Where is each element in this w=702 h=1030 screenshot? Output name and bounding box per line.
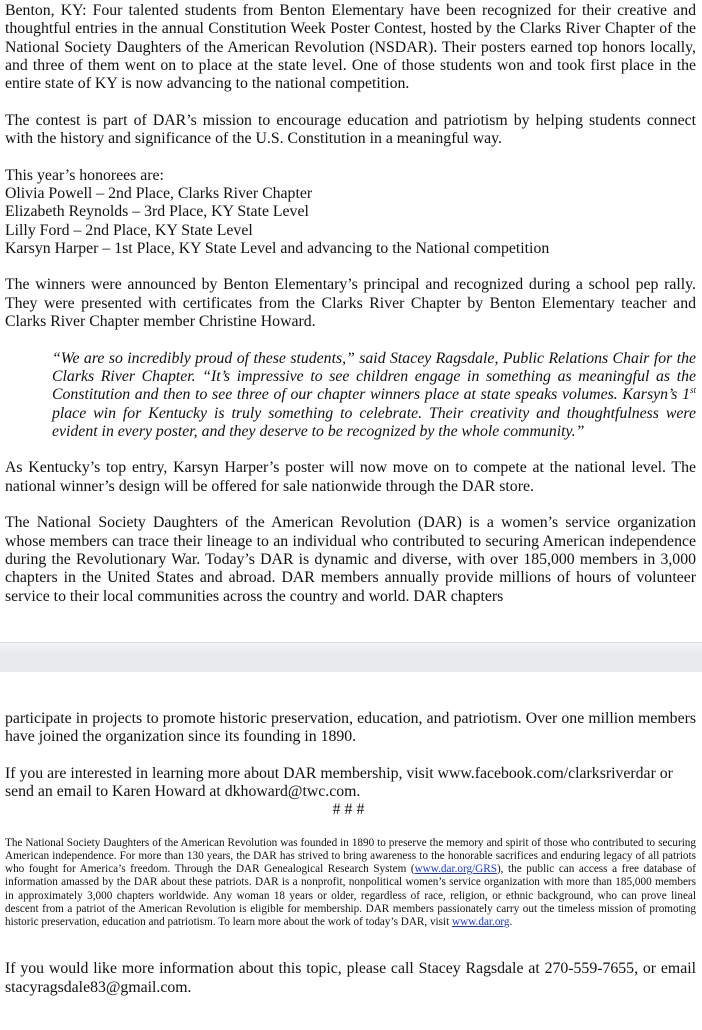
document-page-2 [0, 672, 702, 1030]
about-dar-paragraph: The National Society Daughters of the American Revolution (DAR) is a women’s service organization whose members can trace their lineage to an individual who contributed to securing American independence during the Revolutionary War. Today’s DAR is dynamic and diverse, with over 185,000 members in 3,000 chapters in the United States and abroad. DAR members annually provide millions of hours of volunteer service to their local communities across the country and world. DAR chapters [5, 514, 696, 605]
grs-link[interactable]: www.dar.org/GRS [414, 863, 497, 876]
dar-website-link[interactable]: www.dar.org [452, 916, 510, 928]
quote-superscript: st [689, 385, 696, 396]
boilerplate-text: The National Society Daughters of the American Revolution was founded in 1890 to preserve the memory and spirit of those who contributed to securing American independence. For more than 130 years, the DAR has strived to bring awareness to the honorable sacrifices and enduring legacy of all patriots who fought for America’s freedom. Through the DAR Genealogical Research System ( [5, 836, 696, 876]
quote-text-part1: “We are so incredibly proud of these students,” said Stacey Ragsdale, Public Relations Chair for the Clarks River Chapter. “It’s impressive to see children engage in something as meaningful as the Constitution and then to see three of our chapter winners place at state speaks volumes. Karsyn’s 1 [52, 349, 696, 404]
contact-line: send an email to Karen Howard at dkhoward@twc.com. [5, 783, 361, 801]
boilerplate-text: . [509, 916, 513, 928]
mission-paragraph: The contest is part of DAR’s mission to encourage education and patriotism by helping students connect with the history and significance of the U.S. Constitution in a meaningful way. [5, 111, 696, 148]
page-separator [0, 642, 702, 674]
about-dar-continued: participate in projects to promote historic preservation, education, and patriotism. Over one million members have joined the organization since its founding in 1890. [5, 710, 696, 746]
boilerplate-paragraph [0, 837, 702, 929]
winners-paragraph: The winners were announced by Benton Elementary’s principal and recognized during a school pep rally. They were presented with certificates from the Clarks River Chapter by Benton Elementary teacher and Clarks River Chapter member Christine Howard. [5, 276, 696, 331]
quote-text-part2: place win for Kentucky is truly something to celebrate. Their creativity and thoughtfulness were evident in every poster, and they deserve to be recognized by the whole community.” [52, 404, 696, 440]
quote-paragraph [0, 350, 702, 441]
honoree-item: Elizabeth Reynolds – 3rd Place, KY State Level [5, 203, 309, 221]
honoree-item: Olivia Powell – 2nd Place, Clarks River Chapter [5, 184, 313, 202]
contact-line: If you are interested in learning more about DAR membership, visit www.facebook.com/clarksriverdar or [5, 764, 673, 782]
honorees-heading: This year’s honorees are: [5, 166, 164, 184]
honorees-list [5, 167, 696, 258]
national-paragraph: As Kentucky’s top entry, Karsyn Harper’s poster will now move on to compete at the national level. The national winner’s design will be offered for sale nationwide through the DAR store. [5, 459, 696, 495]
intro-paragraph: Benton, KY: Four talented students from Benton Elementary have been recognized for their creative and thoughtful entries in the annual Constitution Week Poster Contest, hosted by the Clarks River Chapter of the National Society Daughters of the American Revolution (NSDAR). Their posters earned top honors locally, and three of them went on to place at the state level. One of those students won and took first place in the entire state of KY is now advancing to the national competition. [5, 2, 696, 93]
honoree-item: Karsyn Harper – 1st Place, KY State Level and advancing to the National competition [5, 239, 550, 257]
contact-paragraph [5, 765, 696, 802]
boilerplate-text: ), the public can access a free database of information amassed by the DAR about these patriots. DAR is a nonprofit, nonpolitical women’s service organization with more than 185,000 members in approximately 3,000 chapters worldwide. Any woman 18 years or older, regardless of race, religion, or ethnic background, who can prove lineal descent from a patriot of the American Revolution is eligible for membership. DAR members passionately carry out the timeless mission of promoting historic preservation, education and patriotism. To learn more about the work of today’s DAR, visit [5, 863, 696, 928]
honoree-item: Lilly Ford – 2nd Place, KY State Level [5, 221, 253, 239]
end-marks: ### [332, 801, 369, 819]
footer-contact-paragraph: If you would like more information about this topic, please call Stacey Ragsdale at 270-559-7655, or email stacyragsdale83@gmail.com. [5, 960, 696, 996]
